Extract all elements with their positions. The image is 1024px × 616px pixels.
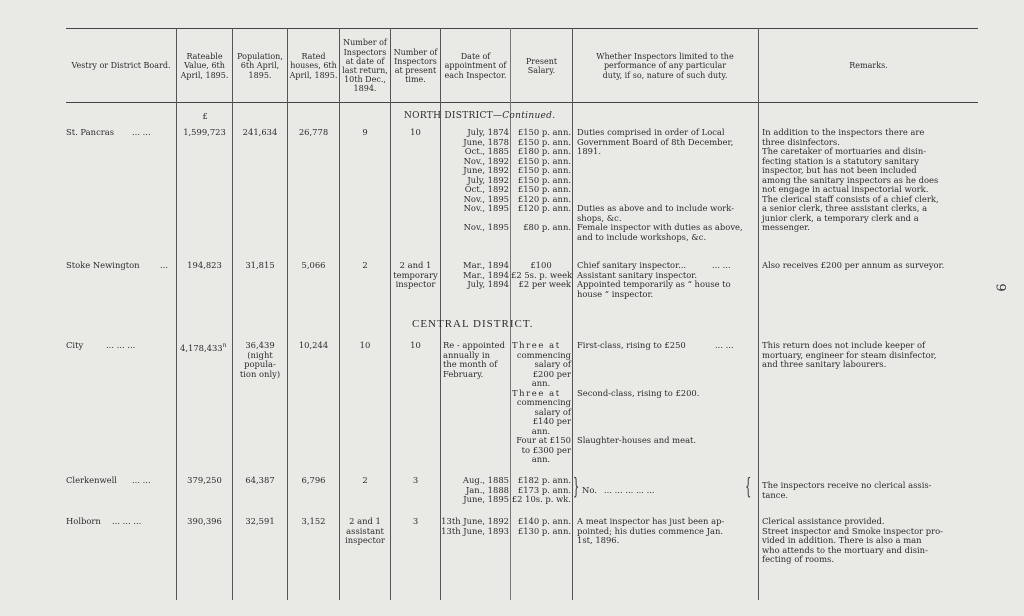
- remarks-text: who attends to the mortuary and disin-: [762, 544, 928, 555]
- appointment-date: June, 1895: [463, 494, 509, 504]
- remarks-text: a senior clerk, three assistant clerks, a: [762, 203, 928, 213]
- salary: Three at: [512, 387, 561, 398]
- inspectors-present: 3: [412, 475, 419, 485]
- salary: £150 p. ann.: [517, 184, 571, 194]
- remarks-text: junior clerk, a temporary clerk and a: [762, 212, 919, 223]
- section-north-district: NORTH DISTRICT—Continued.: [404, 111, 556, 121]
- salary: £150 p. ann.: [517, 165, 571, 175]
- appointment-date: Jan., 1888: [465, 484, 509, 495]
- population: 32,591: [245, 516, 275, 526]
- salary: £150 p. ann.: [517, 174, 571, 185]
- population: 36,439: [245, 340, 275, 350]
- header-rateable-value: Rateable Value, 6th April, 1895.: [180, 52, 229, 80]
- salary: to £300 per: [521, 444, 571, 455]
- population: 241,634: [242, 127, 278, 137]
- duty-text: Appointed temporarily as “ house to: [577, 279, 731, 289]
- salary: Three at: [512, 340, 561, 350]
- leader-dots: ... ...: [715, 340, 734, 350]
- column-rule: [232, 28, 233, 600]
- remarks-text: The clerical staff consists of a chief clerk,: [762, 193, 939, 204]
- right-brace: {: [745, 475, 752, 500]
- header-inspectors-present: Number of Inspectors at present time.: [393, 47, 438, 85]
- remarks-text: Also receives £200 per annum as surveyor.: [762, 260, 945, 270]
- appointment-date: Oct., 1885: [464, 146, 509, 156]
- rateable-value: 4,178,433$^n$: [180, 342, 227, 353]
- salary: Four at £150: [516, 435, 571, 445]
- salary: £120 p. ann.: [517, 203, 571, 213]
- inspectors-at-return: assistant: [346, 525, 384, 536]
- leader-dots: ...: [160, 260, 168, 270]
- salary: commencing: [516, 397, 571, 407]
- rateable-value: 390,396: [187, 516, 222, 526]
- leader-dots: ... ...: [712, 260, 731, 270]
- inspectors-at-return: inspector: [345, 535, 385, 545]
- rated-houses: 26,778: [298, 127, 329, 137]
- duty-text: Assistant sanitary inspector.: [577, 269, 698, 280]
- appointment-note: February.: [443, 368, 484, 379]
- leader-dots: ... ... ...: [112, 516, 142, 526]
- column-rule: [287, 28, 288, 600]
- inspectors-present: 3: [412, 516, 419, 526]
- column-rule: [758, 28, 759, 600]
- salary: £2 per week: [518, 279, 571, 289]
- column-rule: [572, 28, 573, 600]
- duty-text: Duties as above and to include work-: [577, 203, 735, 213]
- appointment-note: annually in: [443, 349, 490, 360]
- district-name: Stoke Newington: [66, 260, 140, 270]
- appointment-date: Nov., 1892: [463, 155, 509, 166]
- header-population: Population, 6th April, 1895.: [237, 52, 283, 80]
- inspectors-present: 10: [410, 340, 421, 350]
- remarks-text: three disinfectors.: [762, 136, 840, 147]
- district-name: Clerkenwell: [66, 475, 117, 485]
- appointment-date: Oct., 1892: [464, 184, 509, 194]
- remarks-text: Clerical assistance provided.: [762, 516, 885, 526]
- header-present-salary: Present Salary.: [525, 56, 558, 75]
- salary: ann.: [531, 378, 551, 388]
- remarks-text: The caretaker of mortuaries and disin-: [762, 146, 927, 156]
- section-central-district: CENTRAL DISTRICT.: [412, 318, 534, 330]
- inspectors-at-return: 2: [362, 260, 368, 270]
- rated-houses: 5,066: [301, 260, 326, 270]
- rateable-value: 379,250: [187, 475, 222, 485]
- remarks-text: vided in addition. There is also a man: [762, 535, 922, 545]
- salary: £140 per: [532, 416, 571, 426]
- header-inspectors-at-return: Number of Inspectors at date of last return, 10th Dec., 1894.: [342, 38, 388, 94]
- header-rated-houses: Rated houses, 6th April, 1895.: [289, 52, 338, 80]
- rateable-value: 194,823: [187, 260, 222, 270]
- duty-text: Duties comprised in order of Local: [577, 127, 725, 137]
- population-note: tion only): [239, 368, 281, 379]
- duty-text: 1st, 1896.: [577, 535, 620, 545]
- appointment-note: the month of: [443, 359, 498, 369]
- population-note: popula-: [244, 359, 276, 369]
- remarks-text: not engage in actual inspectorial work.: [762, 184, 929, 194]
- leader-dots: ... ...: [132, 475, 151, 485]
- duty-text: 1891.: [577, 146, 601, 156]
- inspectors-present: temporary: [393, 269, 438, 280]
- salary: £150 p. ann.: [517, 136, 571, 147]
- currency-mark: £: [202, 111, 208, 121]
- header-date-appointment: Date of appointment of each Inspector.: [444, 52, 507, 80]
- rated-houses: 10,244: [298, 340, 329, 350]
- remarks-text: inspector, but has not been included: [762, 165, 917, 175]
- appointment-date: Nov., 1895: [463, 222, 509, 232]
- table-top-rule: [66, 28, 978, 29]
- remarks-text: fecting of rooms.: [762, 554, 835, 564]
- leader-dots: ... ... ...: [106, 340, 136, 350]
- salary: £182 p. ann.: [517, 475, 571, 485]
- page-number: 9: [992, 283, 1008, 292]
- duty-text: Female inspector with duties as above,: [577, 222, 743, 232]
- salary: £130 p. ann.: [517, 525, 571, 536]
- inspectors-present: 2 and 1: [399, 260, 432, 270]
- salary: £150 p. ann.: [517, 155, 571, 166]
- duty-text: A meat inspector has just been ap-: [577, 516, 725, 526]
- appointment-date: June, 1878: [463, 136, 509, 147]
- duty-text: First-class, rising to £250: [577, 340, 686, 350]
- remarks-text: In addition to the inspectors there are: [762, 127, 925, 137]
- inspectors-present: inspector: [395, 279, 436, 289]
- column-rule: [339, 28, 340, 600]
- rated-houses: 3,152: [301, 516, 326, 526]
- appointment-date: June, 1892: [463, 165, 509, 175]
- appointment-date: Nov., 1895: [463, 193, 509, 204]
- header-remarks: Remarks.: [849, 61, 888, 71]
- appointment-date: Aug., 1885: [462, 475, 509, 485]
- inspectors-at-return: 2: [362, 475, 368, 485]
- salary: £80 p. ann.: [523, 222, 571, 232]
- header-whether-limited: Whether Inspectors limited to the performance of any particular duty, if so, nature of such duty.: [596, 52, 734, 80]
- duty-text: and to include workshops, &c.: [577, 231, 707, 242]
- inspectors-present: 10: [410, 127, 421, 137]
- salary: £2 5s. p. week: [511, 269, 573, 280]
- column-rule: [390, 28, 391, 600]
- remarks-text: Street inspector and Smoke inspector pro-: [762, 525, 944, 536]
- population-note: (night: [247, 349, 273, 360]
- header-vestry: Vestry or District Board.: [71, 61, 171, 71]
- salary: £100: [530, 260, 552, 270]
- salary: £200 per: [532, 368, 571, 379]
- remarks-text: This return does not include keeper of: [762, 340, 926, 350]
- remarks-text: among the sanitary inspectors as he does: [762, 174, 939, 185]
- population: 64,387: [245, 475, 275, 485]
- appointment-note: Re - appointed: [443, 340, 505, 350]
- remarks-text: fecting station is a statutory sanitary: [762, 155, 919, 166]
- duty-text: shops, &c.: [577, 212, 622, 223]
- salary: salary of: [534, 406, 571, 417]
- district-name: City: [66, 340, 84, 350]
- duty-text: house ” inspector.: [577, 288, 654, 299]
- rated-houses: 6,796: [301, 475, 326, 485]
- left-brace: }: [573, 475, 580, 500]
- appointment-date: Mar., 1894: [463, 269, 509, 280]
- duty-text: Government Board of 8th December,: [577, 136, 734, 147]
- salary: commencing: [516, 349, 571, 360]
- appointment-date: Nov., 1895: [463, 203, 509, 213]
- district-name: St. Pancras: [66, 127, 115, 137]
- remarks-text: mortuary, engineer for steam disinfector,: [762, 349, 937, 360]
- remarks-text: tance.: [762, 489, 789, 500]
- inspectors-at-return: 9: [362, 127, 368, 137]
- salary: £120 p. ann.: [517, 193, 571, 204]
- header-bottom-rule: [66, 102, 978, 103]
- remarks-text: The inspectors receive no clerical assis-: [762, 480, 932, 490]
- duty-text: No.: [582, 484, 597, 495]
- remarks-text: messenger.: [762, 222, 810, 232]
- appointment-date: July, 1894: [467, 279, 509, 289]
- district-name: Holborn: [66, 516, 101, 526]
- column-rule: [176, 28, 177, 600]
- rateable-value: 1,599,723: [183, 127, 226, 137]
- leader-dots: ... ... ... ... ...: [604, 484, 655, 495]
- appointment-date: 13th June, 1892: [441, 516, 509, 526]
- remarks-text: and three sanitary labourers.: [762, 359, 887, 369]
- appointment-date: July, 1892: [467, 174, 509, 185]
- duty-text: pointed; his duties commence Jan.: [577, 525, 724, 536]
- salary: £180 p. ann.: [517, 146, 571, 156]
- appointment-date: July, 1874: [467, 127, 509, 137]
- footnote-mark: n: [222, 342, 227, 349]
- population: 31,815: [245, 260, 275, 270]
- inspectors-at-return: 10: [359, 340, 371, 350]
- salary: £2 10s. p. wk.: [511, 494, 571, 504]
- leader-dots: ... ...: [132, 127, 151, 137]
- appointment-date: Mar., 1894: [463, 260, 509, 270]
- salary: £150 p. ann.: [517, 127, 571, 137]
- salary: £173 p. ann.: [517, 484, 571, 495]
- appointment-date: 13th June, 1893: [441, 525, 509, 536]
- salary: salary of: [534, 359, 571, 369]
- duty-text: Chief sanitary inspector...: [577, 260, 687, 270]
- duty-text: Second-class, rising to £200.: [577, 387, 700, 398]
- salary: ann.: [531, 425, 551, 436]
- salary: ann.: [531, 454, 551, 464]
- inspectors-at-return: 2 and 1: [349, 516, 381, 526]
- duty-text: Slaughter-houses and meat.: [577, 435, 697, 445]
- salary: £140 p. ann.: [517, 516, 571, 526]
